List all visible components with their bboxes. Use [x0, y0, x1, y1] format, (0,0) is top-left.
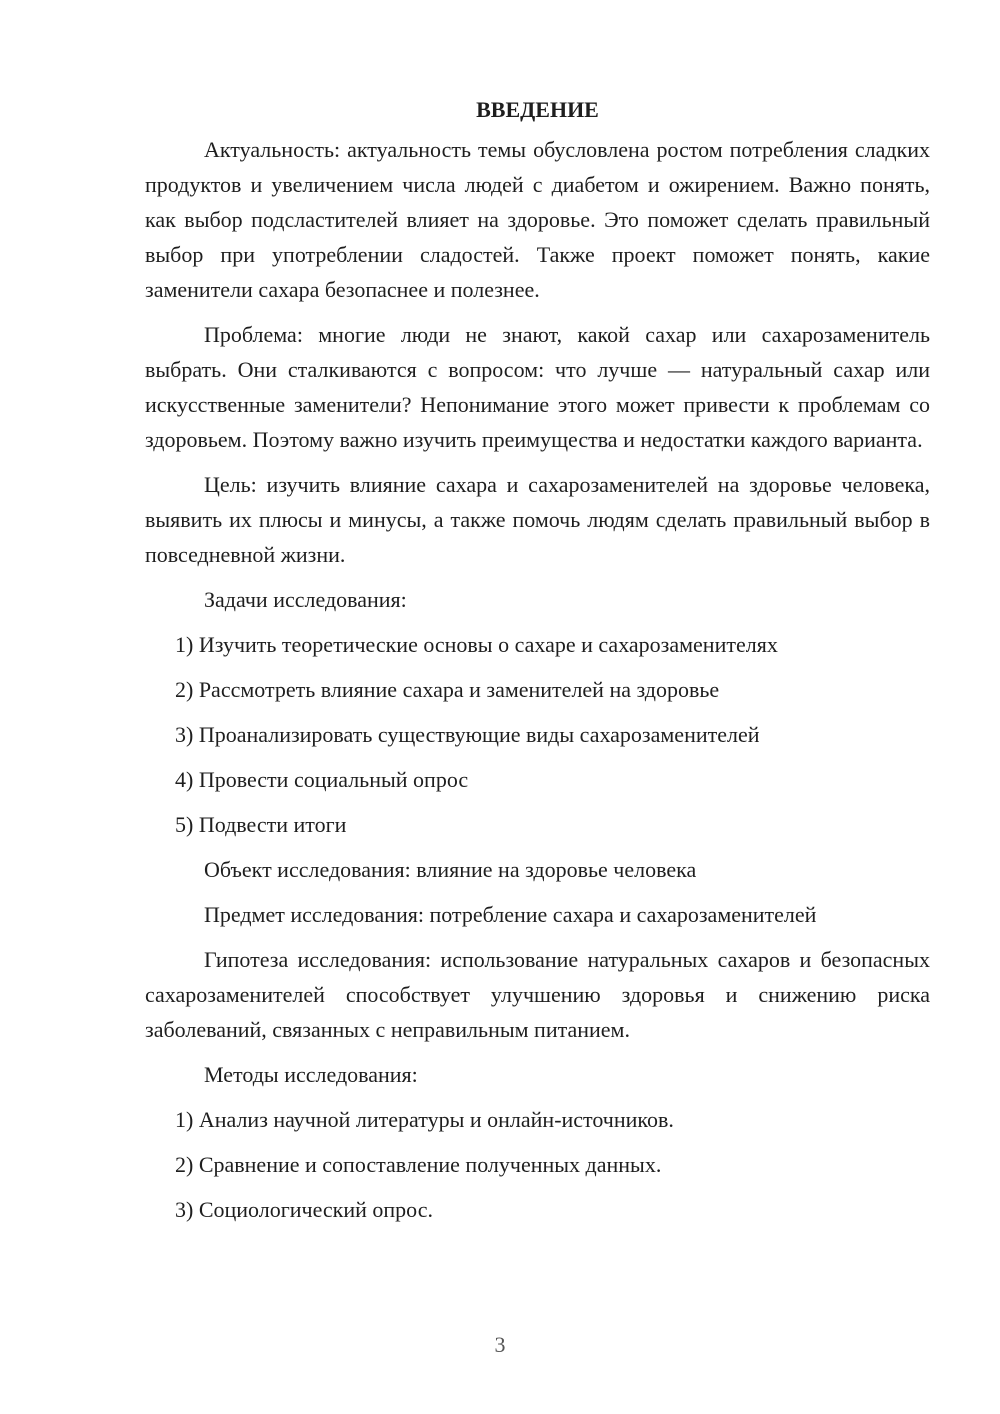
relevance-paragraph: Актуальность: актуальность темы обусловлена ростом потребления сладких продуктов и увеличением числа людей с диабетом и ожирением. Важно понять, как выбор подсластителей влияет на здоровье. Это поможет сделать правильный выбор при употреблении сладостей. Также проект поможет понять, какие заменители сахара безопаснее и полезнее. [145, 137, 930, 302]
list-item: 3) Проанализировать существующие виды сахарозаменителей [175, 722, 760, 747]
list-item: 2) Рассмотреть влияние сахара и заменителей на здоровье [175, 677, 720, 702]
subject-line: Предмет исследования: потребление сахара и сахарозаменителей [204, 902, 817, 927]
list-item: 5) Подвести итоги [175, 812, 347, 837]
methods-heading: Методы исследования: [204, 1062, 418, 1087]
tasks-list [145, 627, 930, 842]
list-item: 4) Провести социальный опрос [175, 767, 469, 792]
problem-paragraph: Проблема: многие люди не знают, какой сахар или сахарозаменитель выбрать. Они сталкиваются с вопросом: что лучше — натуральный сахар или искусственные заменители? Непонимание этого может привести к проблемам со здоровьем. Поэтому важно изучить преимущества и недостатки каждого варианта. [145, 322, 930, 452]
page-title: ВВЕДЕНИЕ [476, 97, 599, 122]
document-page [145, 92, 930, 1237]
hypothesis-paragraph: Гипотеза исследования: использование натуральных сахаров и безопасных сахарозаменителей способствует улучшению здоровья и снижению риска заболеваний, связанных с неправильным питанием. [145, 947, 930, 1042]
list-item: 2) Сравнение и сопоставление полученных данных. [175, 1152, 662, 1177]
methods-list [145, 1102, 930, 1227]
object-line: Объект исследования: влияние на здоровье человека [204, 857, 697, 882]
list-item: 3) Социологический опрос. [175, 1197, 433, 1222]
tasks-heading: Задачи исследования: [204, 587, 407, 612]
list-item: 1) Изучить теоретические основы о сахаре и сахарозаменителях [175, 632, 778, 657]
goal-paragraph: Цель: изучить влияние сахара и сахарозаменителей на здоровье человека, выявить их плюсы и минусы, а также помочь людям сделать правильный выбор в повседневной жизни. [145, 472, 930, 567]
list-item: 1) Анализ научной литературы и онлайн-источников. [175, 1107, 674, 1132]
page-number: 3 [494, 1332, 506, 1357]
